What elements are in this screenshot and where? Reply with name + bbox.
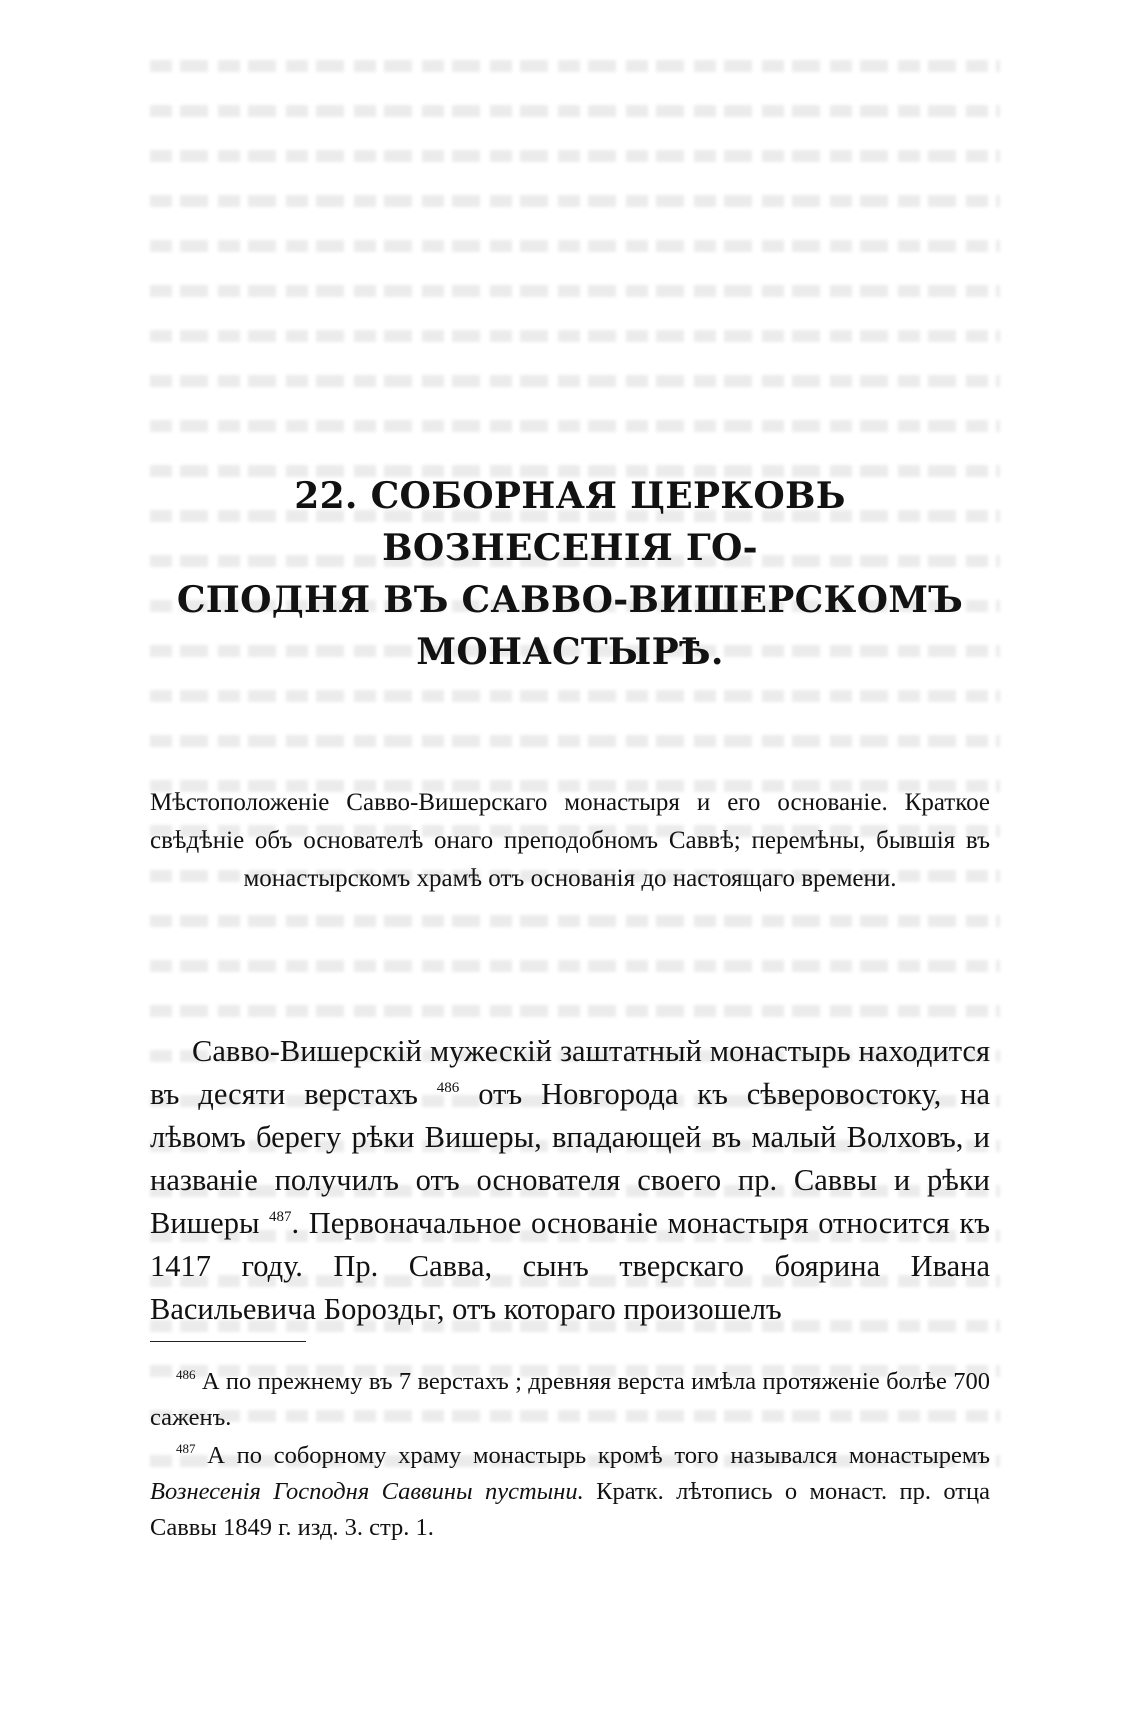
body-text bbox=[150, 1030, 990, 1331]
footnotes bbox=[150, 1364, 990, 1546]
footnote-text-end: Кратк. лѣтопись о монаст. пр. отца Саввы 1849 г. изд. 3. стр. 1. bbox=[150, 1478, 990, 1541]
body-paragraph bbox=[150, 1030, 990, 1331]
page-content bbox=[150, 470, 990, 1548]
footnote-number: 486 bbox=[176, 1367, 196, 1382]
heading-line-2: СПОДНЯ ВЪ САВВО-ВИШЕРСКОМЪ bbox=[176, 579, 964, 621]
body-text-part-1: Савво-Вишерскій мужескій заштатный монастырь находится въ десяти верстахъ bbox=[150, 1034, 990, 1111]
body-text-part-3: . Первоначальное основаніе монастыря относится къ 1417 году. Пр. Савва, сынъ тверскаго боярина Ивана Васильевича Бороздьг, отъ котораго произошелъ bbox=[150, 1206, 990, 1326]
footnote-ref-487: 487 bbox=[269, 1209, 292, 1225]
heading-line-3: МОНАСТЫРѢ. bbox=[416, 631, 724, 673]
heading-line-1: 22. СОБОРНАЯ ЦЕРКОВЬ ВОЗНЕСЕНІЯ ГО- bbox=[294, 475, 846, 569]
footnote-separator bbox=[150, 1341, 306, 1342]
footnote-text: А по соборному храму монастырь кромѣ того назывался монастыремъ bbox=[207, 1442, 990, 1469]
footnote-487 bbox=[150, 1438, 990, 1546]
footnote-italic-title: Вознесенія Господня Саввины пустыни. bbox=[150, 1478, 584, 1505]
footnote-486 bbox=[150, 1364, 990, 1436]
chapter-heading bbox=[150, 470, 990, 678]
chapter-summary: Мѣстоположеніе Савво-Вишерскаго монастыря и его основаніе. Краткое свѣдѣніе объ основателѣ онаго преподобномъ Саввѣ; перемѣны, бывшія въ монастырскомъ храмѣ отъ основанія до настоящаго времени. bbox=[150, 789, 990, 892]
body-text-part-2: отъ Новгорода къ сѣверовостоку, на лѣвомъ берегу рѣки Вишеры, впадающей въ малый Волховъ, и названіе получилъ отъ основателя своего пр. Саввы и рѣки Вишеры bbox=[150, 1077, 991, 1240]
footnote-number: 487 bbox=[176, 1441, 196, 1456]
footnote-ref-486: 486 bbox=[436, 1080, 460, 1096]
footnote-text: А по прежнему въ 7 верстахъ ; древняя верста имѣла протяженіе болѣе 700 саженъ. bbox=[150, 1368, 990, 1431]
